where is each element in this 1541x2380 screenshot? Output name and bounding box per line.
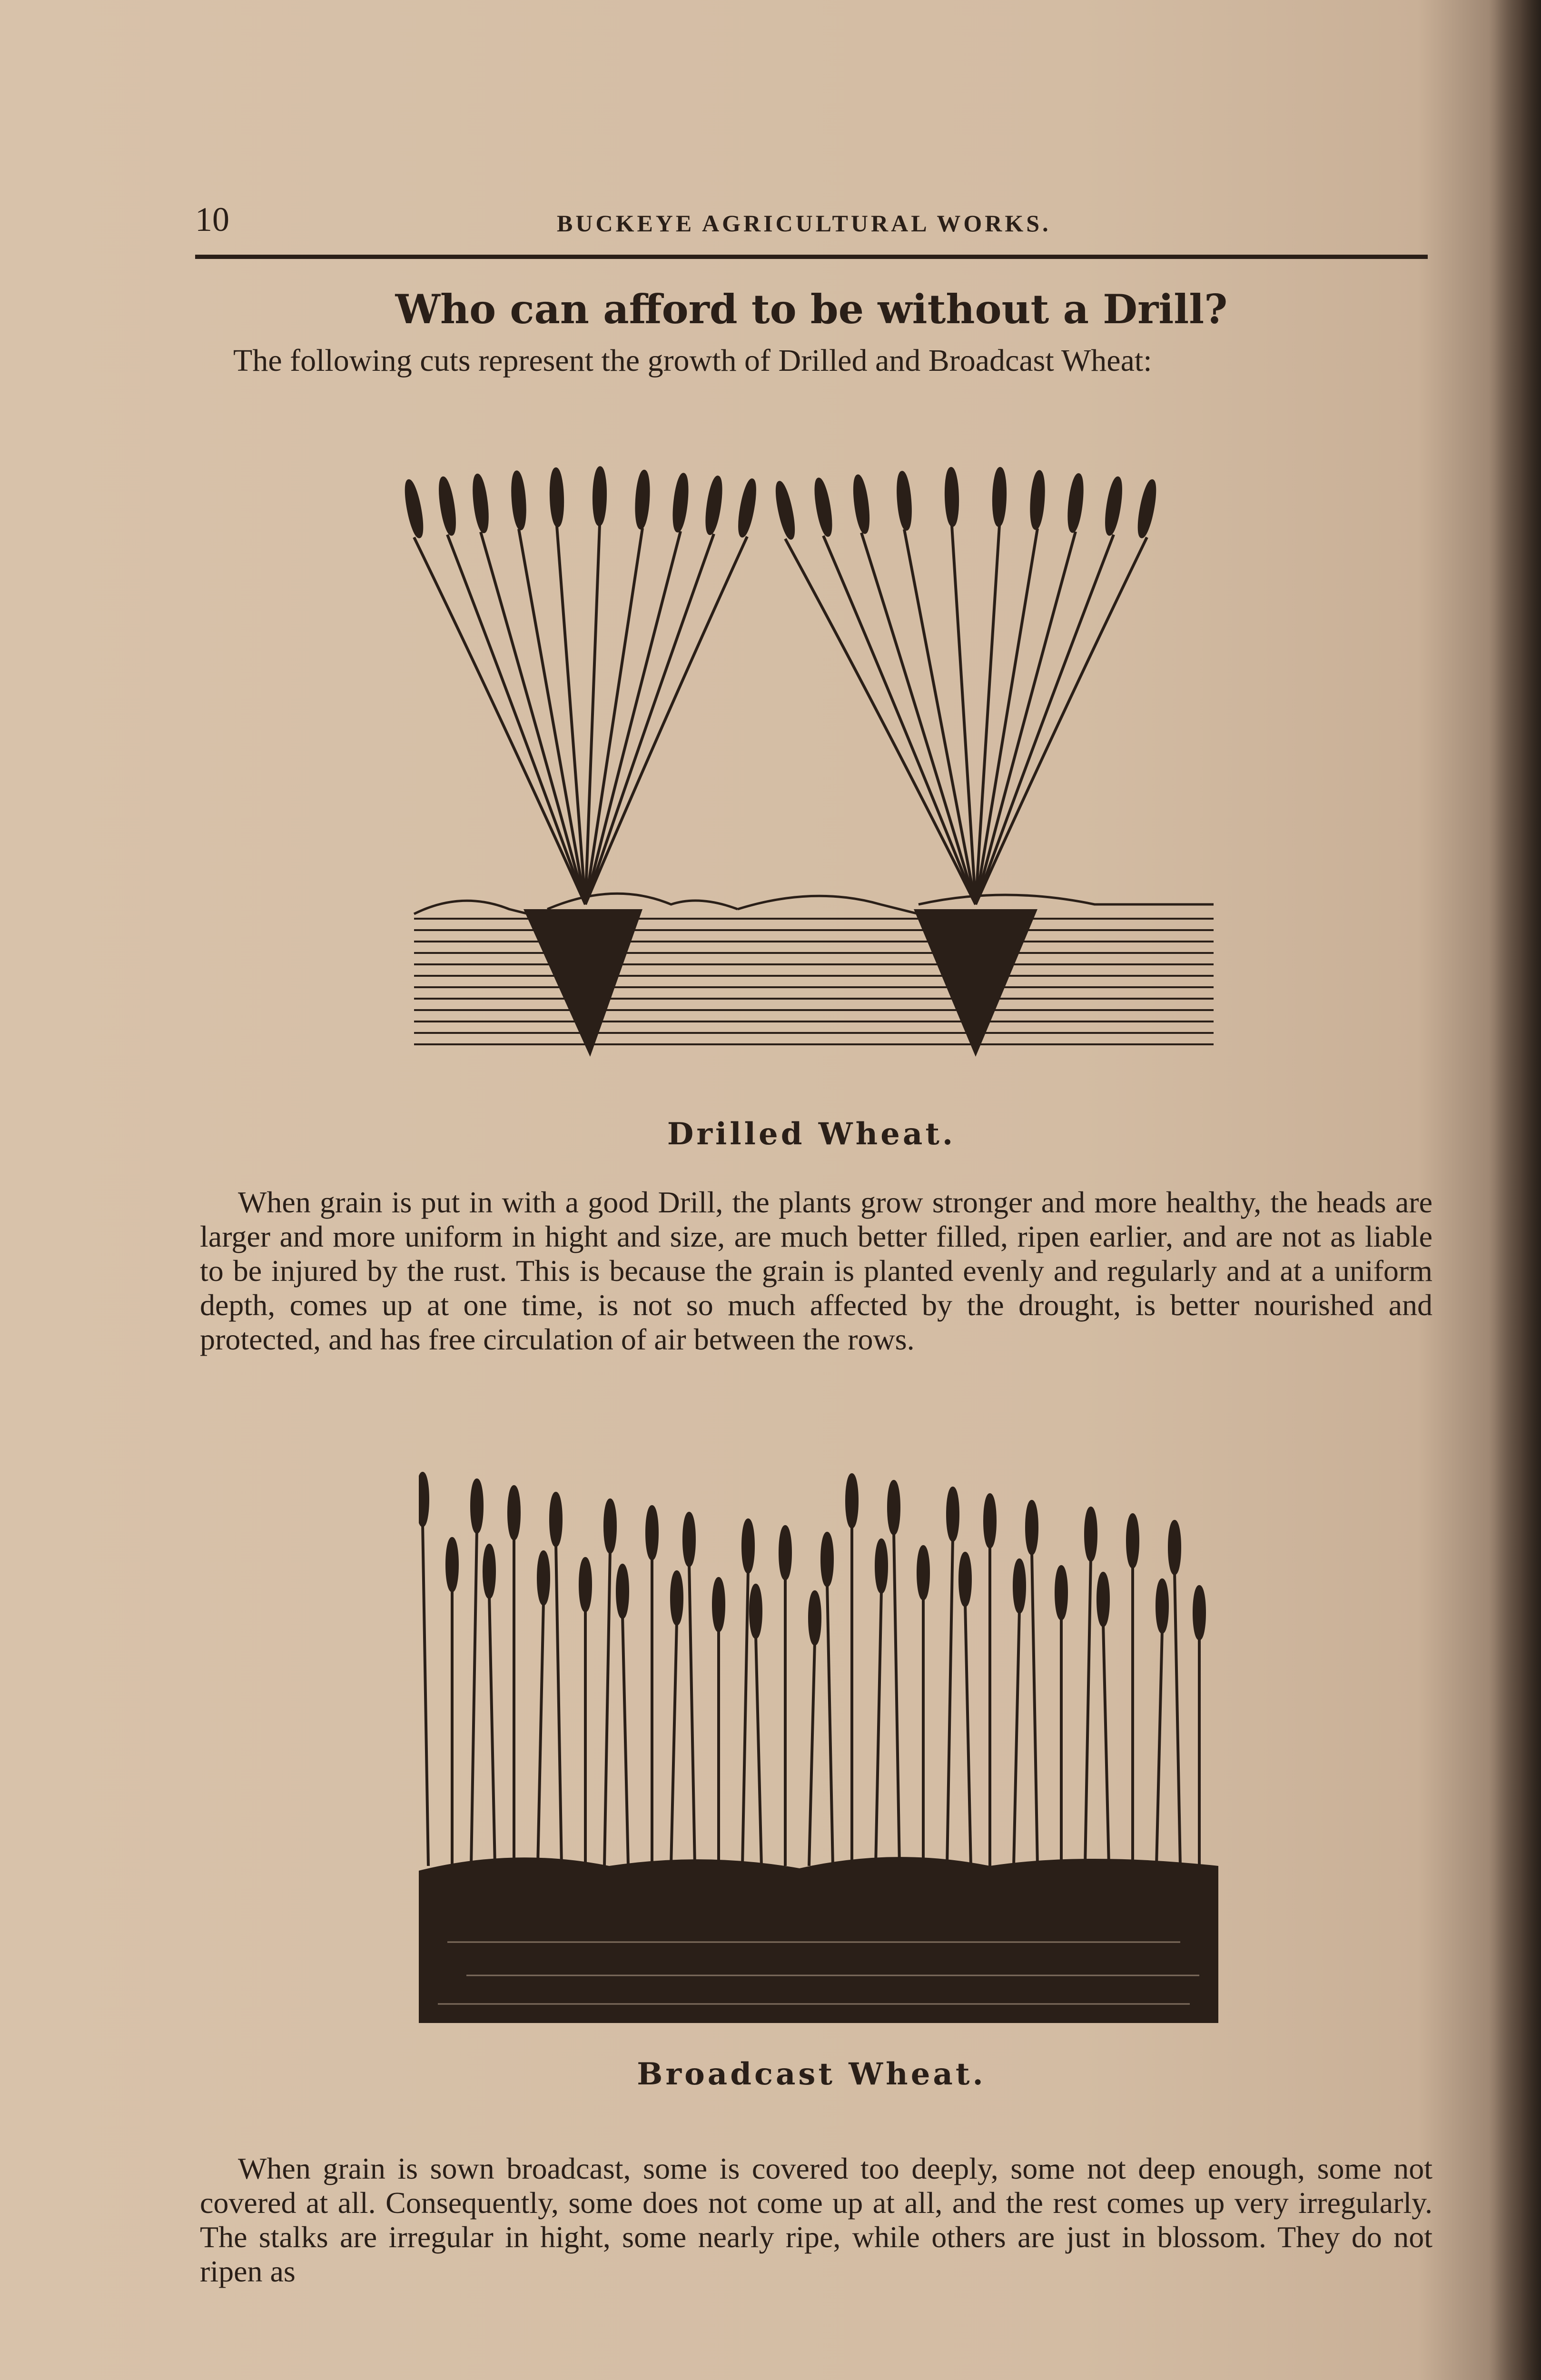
wheat-stalk bbox=[414, 537, 585, 904]
wheat-head bbox=[945, 468, 958, 526]
wheat-head bbox=[889, 1481, 899, 1534]
wheat-stalk bbox=[965, 1603, 971, 1866]
drilled-soil-lines bbox=[414, 919, 1214, 1044]
wheat-head bbox=[1086, 1508, 1096, 1560]
wheat-stalk bbox=[447, 535, 585, 904]
wheat-head bbox=[1030, 471, 1045, 529]
broadcast-wheat-stalks bbox=[419, 1473, 1205, 1866]
wheat-head bbox=[1157, 1580, 1167, 1632]
broadcast-wheat-illustration bbox=[419, 1438, 1218, 2028]
wheat-head bbox=[1136, 480, 1158, 538]
wheat-stalk bbox=[1085, 1558, 1091, 1866]
wheat-head bbox=[1098, 1573, 1108, 1626]
header-rule bbox=[195, 255, 1428, 259]
wheat-head bbox=[847, 1475, 857, 1527]
wheat-head bbox=[960, 1553, 970, 1606]
wheat-head bbox=[780, 1527, 790, 1579]
subhead: The following cuts represent the growth of Drilled and Broadcast Wheat: bbox=[233, 343, 1152, 378]
wheat-head bbox=[813, 478, 834, 536]
wheat-stalk bbox=[1014, 1610, 1019, 1866]
wheat-head bbox=[1067, 474, 1084, 532]
wheat-head bbox=[484, 1545, 494, 1597]
wheat-head bbox=[593, 467, 606, 525]
drilled-wheat-stalks bbox=[405, 467, 1158, 904]
drilled-furrow-left bbox=[524, 909, 642, 1057]
wheat-head bbox=[743, 1520, 753, 1572]
page-header bbox=[195, 195, 1428, 248]
wheat-stalk bbox=[689, 1563, 695, 1866]
wheat-head bbox=[511, 471, 527, 529]
drilled-furrow-right bbox=[914, 909, 1037, 1057]
wheat-head bbox=[1194, 1587, 1205, 1639]
running-head: BUCKEYE AGRICULTURAL WORKS. bbox=[557, 210, 1051, 237]
wheat-head bbox=[1104, 477, 1124, 535]
wheat-head bbox=[509, 1487, 519, 1539]
wheat-stalk bbox=[556, 1543, 562, 1866]
wheat-head bbox=[852, 475, 871, 533]
wheat-stalk bbox=[1103, 1623, 1109, 1866]
wheat-head bbox=[672, 1572, 682, 1624]
wheat-stalk bbox=[481, 532, 585, 904]
wheat-stalk bbox=[604, 1550, 610, 1866]
wheat-stalk bbox=[671, 1622, 677, 1866]
wheat-head bbox=[472, 1480, 482, 1532]
wheat-head bbox=[672, 474, 689, 532]
broadcast-soil-mass bbox=[419, 1857, 1218, 2023]
wheat-stalk bbox=[1156, 1630, 1162, 1866]
wheat-head bbox=[751, 1585, 761, 1637]
wheat-head bbox=[876, 1540, 887, 1592]
wheat-head bbox=[635, 471, 650, 528]
wheat-stalk bbox=[742, 1570, 748, 1866]
wheat-head bbox=[985, 1495, 995, 1547]
wheat-stalk bbox=[894, 1531, 899, 1866]
wheat-head bbox=[737, 479, 758, 537]
wheat-head bbox=[713, 1578, 724, 1631]
wheat-head bbox=[538, 1552, 549, 1604]
wheat-head bbox=[437, 477, 457, 535]
wheat-stalk bbox=[756, 1635, 761, 1866]
wheat-head bbox=[918, 1547, 929, 1599]
headline: Who can afford to be without a Drill? bbox=[395, 286, 1228, 333]
wheat-head bbox=[684, 1513, 694, 1566]
wheat-head bbox=[617, 1565, 628, 1617]
wheat-stalk bbox=[976, 537, 1147, 904]
wheat-stalk bbox=[1032, 1551, 1037, 1866]
wheat-head bbox=[704, 476, 724, 535]
wheat-head bbox=[896, 472, 912, 530]
wheat-head bbox=[472, 475, 490, 533]
wheat-head bbox=[993, 468, 1006, 526]
wheat-stalk bbox=[976, 528, 1037, 904]
wheat-stalk bbox=[471, 1530, 477, 1866]
wheat-stalk bbox=[1175, 1571, 1180, 1866]
wheat-stalk bbox=[827, 1583, 833, 1866]
wheat-stalk bbox=[622, 1615, 628, 1866]
wheat-head bbox=[1027, 1501, 1037, 1554]
wheat-head bbox=[774, 481, 797, 539]
wheat-head bbox=[551, 1493, 561, 1546]
wheat-stalk bbox=[809, 1642, 815, 1866]
wheat-head bbox=[822, 1533, 832, 1586]
wheat-head bbox=[580, 1558, 591, 1611]
wheat-stalk bbox=[423, 1523, 428, 1866]
wheat-stalk bbox=[489, 1595, 495, 1866]
wheat-stalk bbox=[538, 1602, 543, 1866]
wheat-head bbox=[647, 1507, 657, 1559]
wheat-head bbox=[605, 1500, 615, 1552]
paragraph-drilled bbox=[200, 1185, 1432, 1357]
drilled-wheat-caption: Drilled Wheat. bbox=[667, 1116, 956, 1152]
paragraph-drilled-text: When grain is put in with a good Drill, the plants grow stronger and more healthy, the heads are larger and more uniform in hight and size, are much better filled, ripen earlier, and are not as liable to be injured by the rust. This is because the grain is planted evenly and regularly and at a uniform depth, comes up at one time, is not so much affected by the drought, is better nourished and protected, and has free circulation of air between the rows. bbox=[200, 1185, 1432, 1356]
wheat-stalk bbox=[585, 534, 714, 904]
wheat-stalk bbox=[823, 536, 976, 904]
wheat-head bbox=[550, 468, 563, 526]
paragraph-broadcast bbox=[200, 2152, 1432, 2289]
drilled-wheat-illustration bbox=[405, 428, 1228, 1071]
broadcast-wheat-caption: Broadcast Wheat. bbox=[637, 2056, 986, 2092]
wheat-head bbox=[1169, 1521, 1180, 1574]
wheat-head bbox=[405, 480, 425, 538]
wheat-stalk bbox=[861, 533, 976, 904]
wheat-stalk bbox=[876, 1590, 881, 1866]
wheat-head bbox=[447, 1538, 457, 1591]
wheat-stalk bbox=[947, 1538, 953, 1866]
wheat-head bbox=[1056, 1567, 1067, 1619]
page-number: 10 bbox=[195, 200, 229, 238]
wheat-head bbox=[948, 1488, 958, 1540]
wheat-stalk bbox=[519, 529, 585, 904]
wheat-head bbox=[1127, 1515, 1138, 1567]
wheat-head bbox=[810, 1592, 820, 1644]
wheat-head bbox=[419, 1473, 428, 1526]
wheat-stalk bbox=[585, 525, 600, 904]
paragraph-broadcast-text: When grain is sown broadcast, some is covered too deeply, some not deep enough, some not covered at all. Consequently, some does not come up at all, and the rest comes up very irregularly. The stalks are irregular in hight, some nearly ripe, while others are just in blossom. They do not ripen as bbox=[200, 2152, 1432, 2288]
page-edge-shadow bbox=[1489, 0, 1541, 2380]
wheat-head bbox=[1014, 1560, 1025, 1612]
